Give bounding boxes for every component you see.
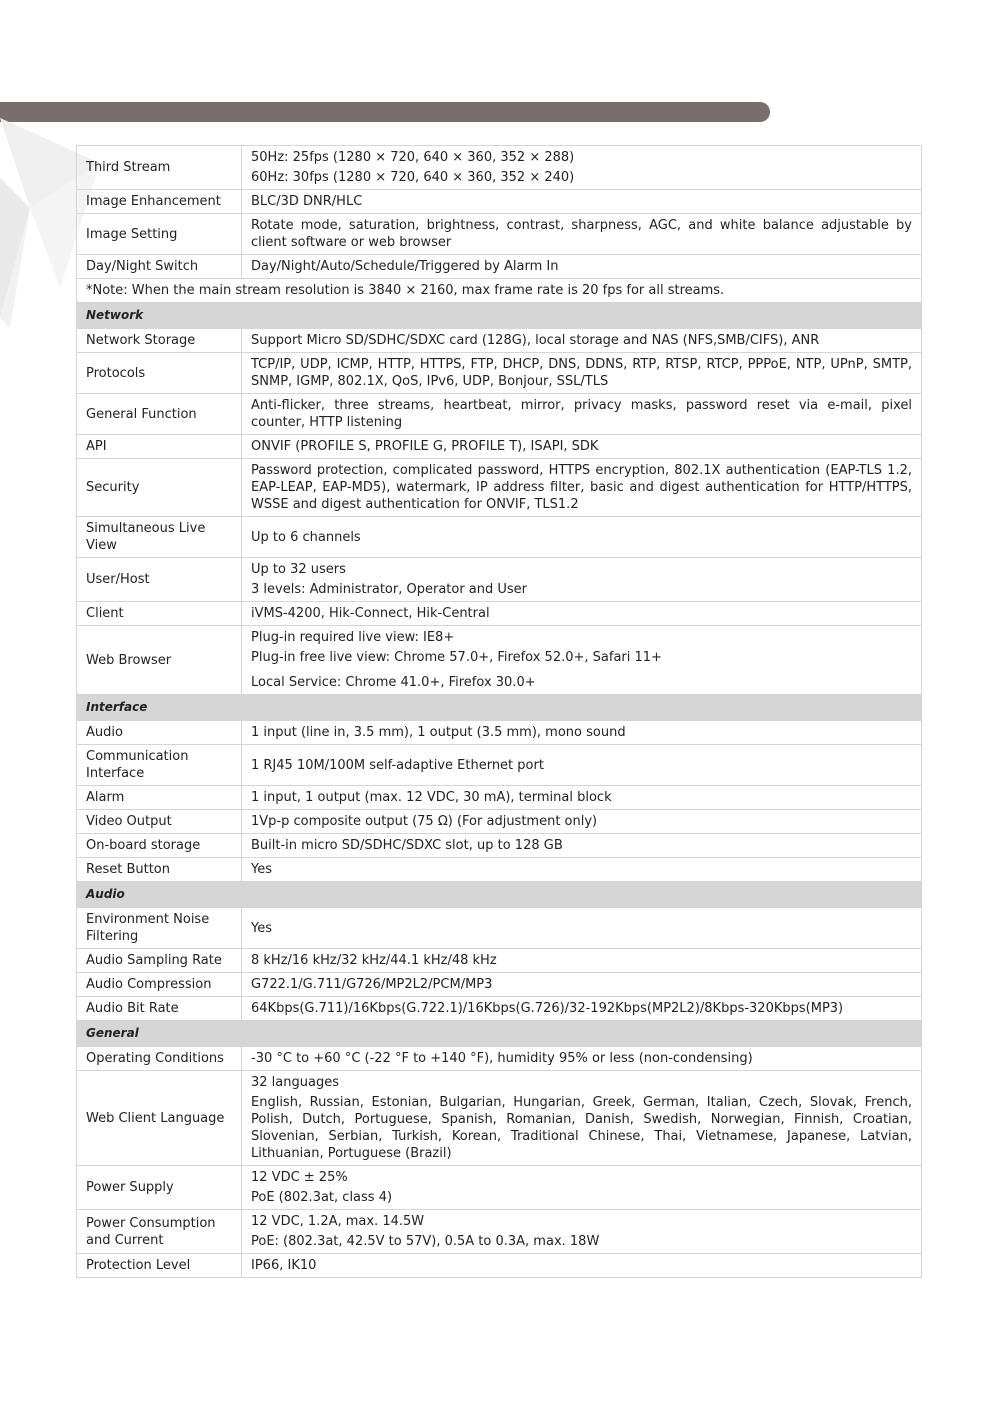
table-row (77, 1166, 922, 1210)
row-value: Yes (242, 908, 922, 949)
row-label: Audio Compression (77, 973, 242, 997)
row-value (242, 1166, 922, 1210)
row-label: Audio (77, 721, 242, 745)
row-label: Reset Button (77, 858, 242, 882)
row-value (242, 558, 922, 602)
row-value (242, 1071, 922, 1166)
section-title: General (77, 1021, 922, 1047)
header-bar (0, 102, 770, 122)
row-label: Image Enhancement (77, 190, 242, 214)
row-label: Communication Interface (77, 745, 242, 786)
table-row (77, 146, 922, 190)
table-row (77, 353, 922, 394)
row-value: Built-in micro SD/SDHC/SDXC slot, up to 128 GB (242, 834, 922, 858)
row-label: Image Setting (77, 214, 242, 255)
row-value (242, 1210, 922, 1254)
section-title: Network (77, 303, 922, 329)
table-row (77, 786, 922, 810)
row-value: G722.1/G.711/G726/MP2L2/PCM/MP3 (242, 973, 922, 997)
row-value: Rotate mode, saturation, brightness, contrast, sharpness, AGC, and white balance adjustable by client software or web browser (242, 214, 922, 255)
value-line: 60Hz: 30fps (1280 × 720, 640 × 360, 352 × 240) (251, 170, 575, 185)
row-label: Third Stream (77, 146, 242, 190)
section-header-interface (77, 695, 922, 721)
row-label: Video Output (77, 810, 242, 834)
row-value: 64Kbps(G.711)/16Kbps(G.722.1)/16Kbps(G.726)/32-192Kbps(MP2L2)/8Kbps-320Kbps(MP3) (242, 997, 922, 1021)
row-value: 1 RJ45 10M/100M self-adaptive Ethernet port (242, 745, 922, 786)
table-row (77, 858, 922, 882)
table-row (77, 517, 922, 558)
row-label: Operating Conditions (77, 1047, 242, 1071)
row-label: Environment Noise Filtering (77, 908, 242, 949)
row-value: -30 °C to +60 °C (-22 °F to +140 °F), humidity 95% or less (non-condensing) (242, 1047, 922, 1071)
table-row (77, 908, 922, 949)
table-row (77, 973, 922, 997)
row-value: Anti-flicker, three streams, heartbeat, mirror, privacy masks, password reset via e-mail, pixel counter, HTTP listening (242, 394, 922, 435)
row-value (242, 626, 922, 695)
table-row (77, 949, 922, 973)
table-row (77, 810, 922, 834)
value-line: 32 languages (251, 1075, 339, 1090)
row-value: Yes (242, 858, 922, 882)
value-line: Local Service: Chrome 41.0+, Firefox 30.0+ (251, 675, 536, 690)
row-value: IP66, IK10 (242, 1254, 922, 1278)
row-label: On-board storage (77, 834, 242, 858)
value-line: 50Hz: 25fps (1280 × 720, 640 × 360, 352 × 288) (251, 150, 575, 165)
value-line: English, Russian, Estonian, Bulgarian, Hungarian, Greek, German, Italian, Czech, Slovak, French, Polish, Dutch, Portuguese, Spanish, Romanian, Danish, Swedish, Norwegian, Finnish, Croatian, Slovenian, Serbian, Turkish, Korean, Traditional Chinese, Thai, Vietnamese, Japanese, Latvian, Lithuanian, Portuguese (Brazil) (251, 1095, 912, 1161)
table-row (77, 834, 922, 858)
row-label: API (77, 435, 242, 459)
row-value: BLC/3D DNR/HLC (242, 190, 922, 214)
row-label: Power Supply (77, 1166, 242, 1210)
table-row (77, 745, 922, 786)
row-value: 1Vp-p composite output (75 Ω) (For adjustment only) (242, 810, 922, 834)
table-row (77, 1254, 922, 1278)
spec-table (76, 145, 922, 1278)
value-line: Plug-in free live view: Chrome 57.0+, Firefox 52.0+, Safari 11+ (251, 650, 662, 665)
row-value: Day/Night/Auto/Schedule/Triggered by Alarm In (242, 255, 922, 279)
value-line: Plug-in required live view: IE8+ (251, 630, 455, 645)
table-row (77, 602, 922, 626)
row-label: Power Consumption and Current (77, 1210, 242, 1254)
note-text: *Note: When the main stream resolution is 3840 × 2160, max frame rate is 20 fps for all streams. (77, 279, 922, 303)
row-value: 8 kHz/16 kHz/32 kHz/44.1 kHz/48 kHz (242, 949, 922, 973)
row-value: Password protection, complicated password, HTTPS encryption, 802.1X authentication (EAP-TLS 1.2, EAP-LEAP, EAP-MD5), watermark, IP address filter, basic and digest authentication for HTTP/HTTPS, WSSE and digest authentication for ONVIF, TLS1.2 (242, 459, 922, 517)
table-row (77, 1071, 922, 1166)
table-row (77, 1047, 922, 1071)
table-row (77, 255, 922, 279)
row-label: Alarm (77, 786, 242, 810)
row-label: Day/Night Switch (77, 255, 242, 279)
row-label: Simultaneous Live View (77, 517, 242, 558)
table-row (77, 435, 922, 459)
table-row (77, 329, 922, 353)
table-row (77, 558, 922, 602)
row-value: 1 input (line in, 3.5 mm), 1 output (3.5 mm), mono sound (242, 721, 922, 745)
section-title: Interface (77, 695, 922, 721)
row-label: Protocols (77, 353, 242, 394)
value-line: PoE: (802.3at, 42.5V to 57V), 0.5A to 0.3A, max. 18W (251, 1234, 600, 1249)
table-row (77, 394, 922, 435)
row-value: 1 input, 1 output (max. 12 VDC, 30 mA), terminal block (242, 786, 922, 810)
section-header-audio (77, 882, 922, 908)
row-value (242, 146, 922, 190)
section-header-general (77, 1021, 922, 1047)
value-line: Up to 32 users (251, 562, 346, 577)
row-label: Security (77, 459, 242, 517)
section-header-network (77, 303, 922, 329)
row-value: ONVIF (PROFILE S, PROFILE G, PROFILE T), ISAPI, SDK (242, 435, 922, 459)
table-row (77, 721, 922, 745)
value-line: 12 VDC, 1.2A, max. 14.5W (251, 1214, 425, 1229)
value-line: PoE (802.3at, class 4) (251, 1190, 393, 1205)
row-value: TCP/IP, UDP, ICMP, HTTP, HTTPS, FTP, DHCP, DNS, DDNS, RTP, RTSP, RTCP, PPPoE, NTP, UPnP, SMTP, SNMP, IGMP, 802.1X, QoS, IPv6, UDP, Bonjour, SSL/TLS (242, 353, 922, 394)
row-label: Audio Sampling Rate (77, 949, 242, 973)
table-row (77, 626, 922, 695)
row-label: Protection Level (77, 1254, 242, 1278)
section-title: Audio (77, 882, 922, 908)
table-row (77, 459, 922, 517)
table-row (77, 997, 922, 1021)
row-label: General Function (77, 394, 242, 435)
value-line: 12 VDC ± 25% (251, 1170, 348, 1185)
table-row (77, 214, 922, 255)
table-row (77, 1210, 922, 1254)
value-line: 3 levels: Administrator, Operator and User (251, 582, 528, 597)
note-row (77, 279, 922, 303)
row-label: Network Storage (77, 329, 242, 353)
row-value: iVMS-4200, Hik-Connect, Hik-Central (242, 602, 922, 626)
row-label: Web Browser (77, 626, 242, 695)
row-label: Audio Bit Rate (77, 997, 242, 1021)
row-label: User/Host (77, 558, 242, 602)
row-label: Client (77, 602, 242, 626)
table-row (77, 190, 922, 214)
row-value: Support Micro SD/SDHC/SDXC card (128G), local storage and NAS (NFS,SMB/CIFS), ANR (242, 329, 922, 353)
row-label: Web Client Language (77, 1071, 242, 1166)
row-value: Up to 6 channels (242, 517, 922, 558)
